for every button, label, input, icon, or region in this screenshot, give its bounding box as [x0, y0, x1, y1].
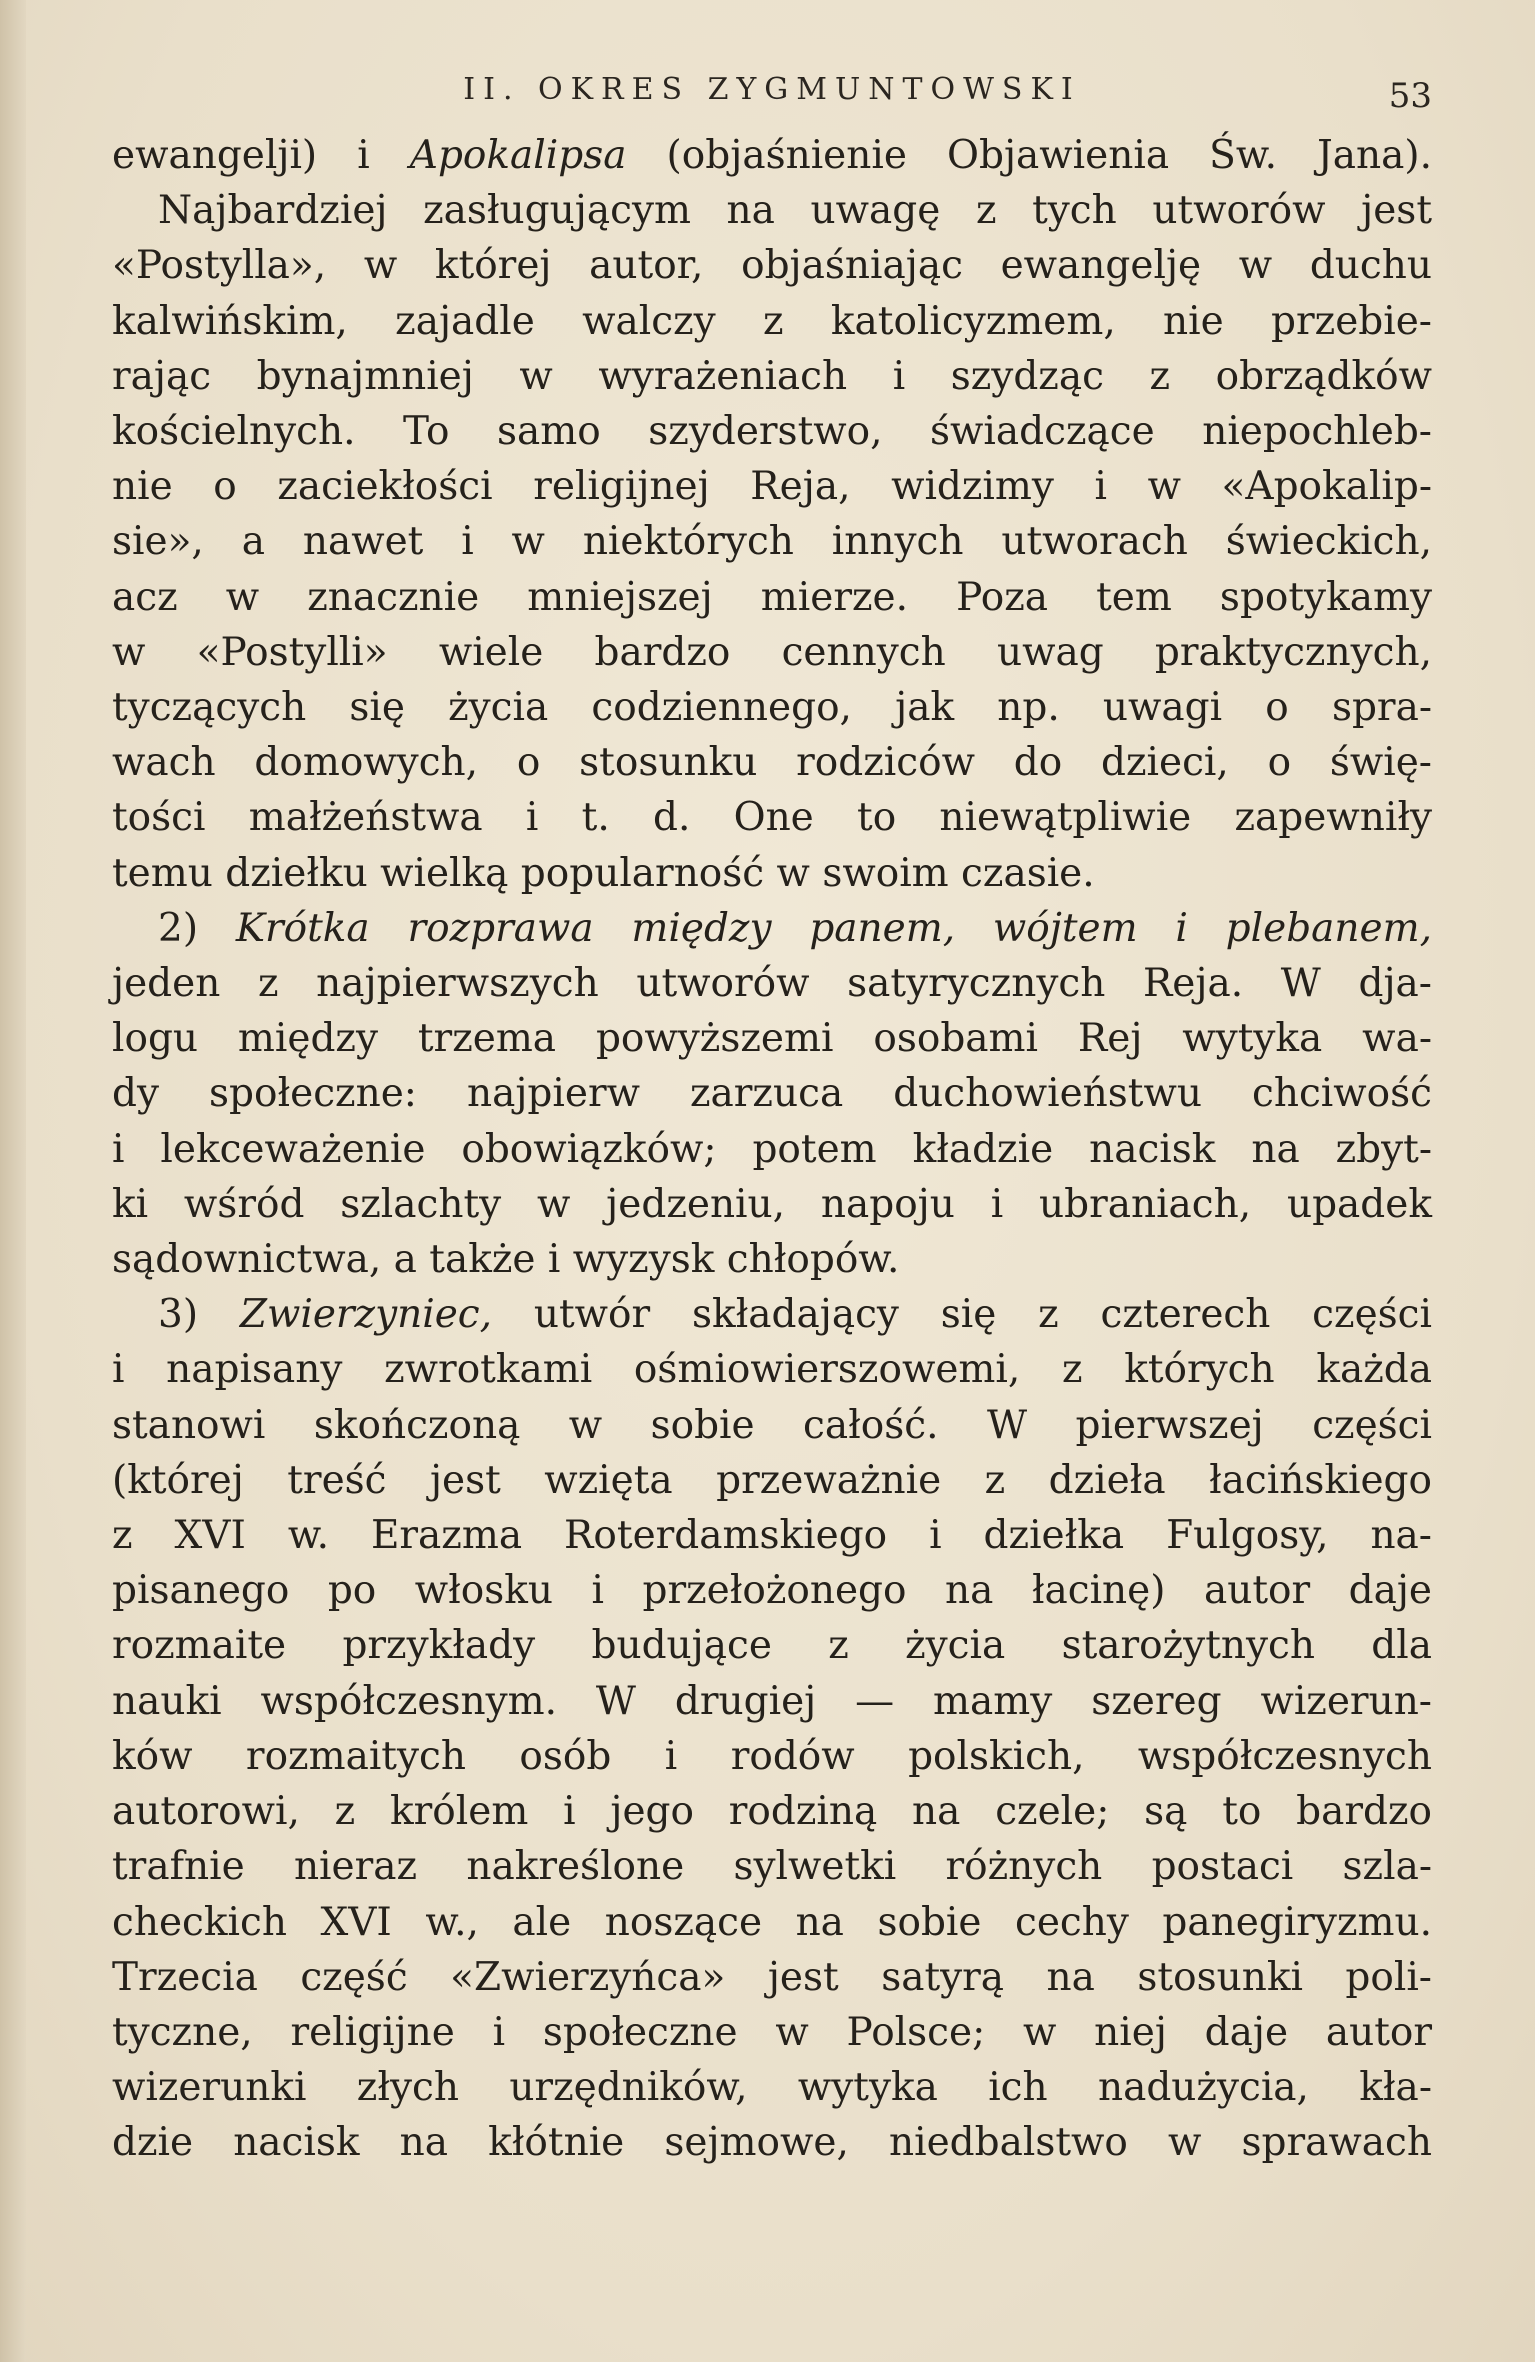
text-line: wizerunki złych urzędników, wytyka ich nadużycia, kła-: [112, 2065, 1432, 2111]
italic-title: Apokalipsa: [409, 133, 627, 178]
text-line: sądownictwa, a także i wyzysk chłopów.: [112, 1237, 900, 1283]
text-line: sie», a nawet i w niektórych innych utworach świeckich,: [112, 519, 1432, 565]
text-line: dzie nacisk na kłótnie sejmowe, niedbalstwo w sprawach: [112, 2120, 1432, 2166]
text-line: i napisany zwrotkami ośmiowierszowemi, z których każda: [112, 1347, 1432, 1393]
text-line: z XVI w. Erazma Roterdamskiego i dziełka Fulgosy, na-: [112, 1513, 1432, 1559]
text-line: acz w znacznie mniejszej mierze. Poza tem spotykamy: [112, 574, 1432, 620]
page-number: 53: [1388, 76, 1432, 116]
text-line: logu między trzema powyższemi osobami Rej wytyka wa-: [112, 1016, 1432, 1062]
text-line: Trzecia część «Zwierzyńca» jest satyrą na stosunki poli-: [112, 1954, 1432, 2000]
body-text: [112, 128, 1432, 2171]
text-line: dy społeczne: najpierw zarzuca duchowieństwu chciwość: [112, 1071, 1432, 1117]
text-line: rozmaite przykłady budujące z życia starożytnych dla: [112, 1623, 1432, 1669]
text-line: (której treść jest wzięta przeważnie z dzieła łacińskiego: [112, 1457, 1432, 1503]
text-line: 3) Zwierzyniec, utwór składający się z czterech części: [158, 1292, 1432, 1338]
text-line: tości małżeństwa i t. d. One to niewątpliwie zapewniły: [112, 795, 1432, 841]
text-line: kościelnych. To samo szyderstwo, świadczące niepochleb-: [112, 409, 1432, 455]
text-line: jeden z najpierwszych utworów satyrycznych Reja. W dja-: [112, 961, 1432, 1007]
text-line: nie o zaciekłości religijnej Reja, widzimy i w «Apokalip-: [112, 464, 1432, 510]
text-line: temu dziełku wielką popularność w swoim czasie.: [112, 850, 1095, 896]
text-line: stanowi skończoną w sobie całość. W pierwszej części: [112, 1402, 1432, 1448]
running-head: [112, 66, 1432, 126]
text-line: rając bynajmniej w wyrażeniach i szydząc z obrządków: [112, 353, 1432, 399]
page-binding-edge: [0, 0, 26, 2362]
text-line: trafnie nieraz nakreślone sylwetki różnych postaci szla-: [112, 1844, 1432, 1890]
text-line: 2) Krótka rozprawa między panem, wójtem i plebanem,: [158, 905, 1432, 951]
text-line: ki wśród szlachty w jedzeniu, napoju i ubraniach, upadek: [112, 1181, 1432, 1227]
text-line: Najbardziej zasługującym na uwagę z tych utworów jest: [158, 188, 1432, 234]
text-line: «Postylla», w której autor, objaśniając ewangelję w duchu: [112, 243, 1432, 289]
text-line: w «Postylli» wiele bardzo cennych uwag praktycznych,: [112, 629, 1432, 675]
text-line: nauki współczesnym. W drugiej — mamy szereg wizerun-: [112, 1678, 1432, 1724]
text-line: ewangelji) i Apokalipsa (objaśnienie Objawienia Św. Jana).: [112, 133, 1432, 178]
italic-title: Zwierzyniec,: [239, 1292, 493, 1338]
text-line: autorowi, z królem i jego rodziną na czele; są to bardzo: [112, 1789, 1432, 1835]
italic-title: Krótka rozprawa między panem, wójtem i plebanem,: [235, 905, 1432, 951]
text-line: tyczących się życia codziennego, jak np. uwagi o spra-: [112, 685, 1432, 731]
text-line: i lekceważenie obowiązków; potem kładzie nacisk na zbyt-: [112, 1126, 1432, 1172]
text-line: wach domowych, o stosunku rodziców do dzieci, o świę-: [112, 740, 1432, 786]
text-line: checkich XVI w., ale noszące na sobie cechy panegiryzmu.: [112, 1899, 1432, 1945]
text-line: kalwińskim, zajadle walczy z katolicyzmem, nie przebie-: [112, 298, 1432, 344]
text-line: tyczne, religijne i społeczne w Polsce; w niej daje autor: [112, 2009, 1432, 2055]
text-line: ków rozmaitych osób i rodów polskich, współczesnych: [112, 1733, 1432, 1779]
text-line: pisanego po włosku i przełożonego na łacinę) autor daje: [112, 1568, 1432, 1614]
running-title: II. OKRES ZYGMUNTOWSKI: [463, 72, 1081, 107]
